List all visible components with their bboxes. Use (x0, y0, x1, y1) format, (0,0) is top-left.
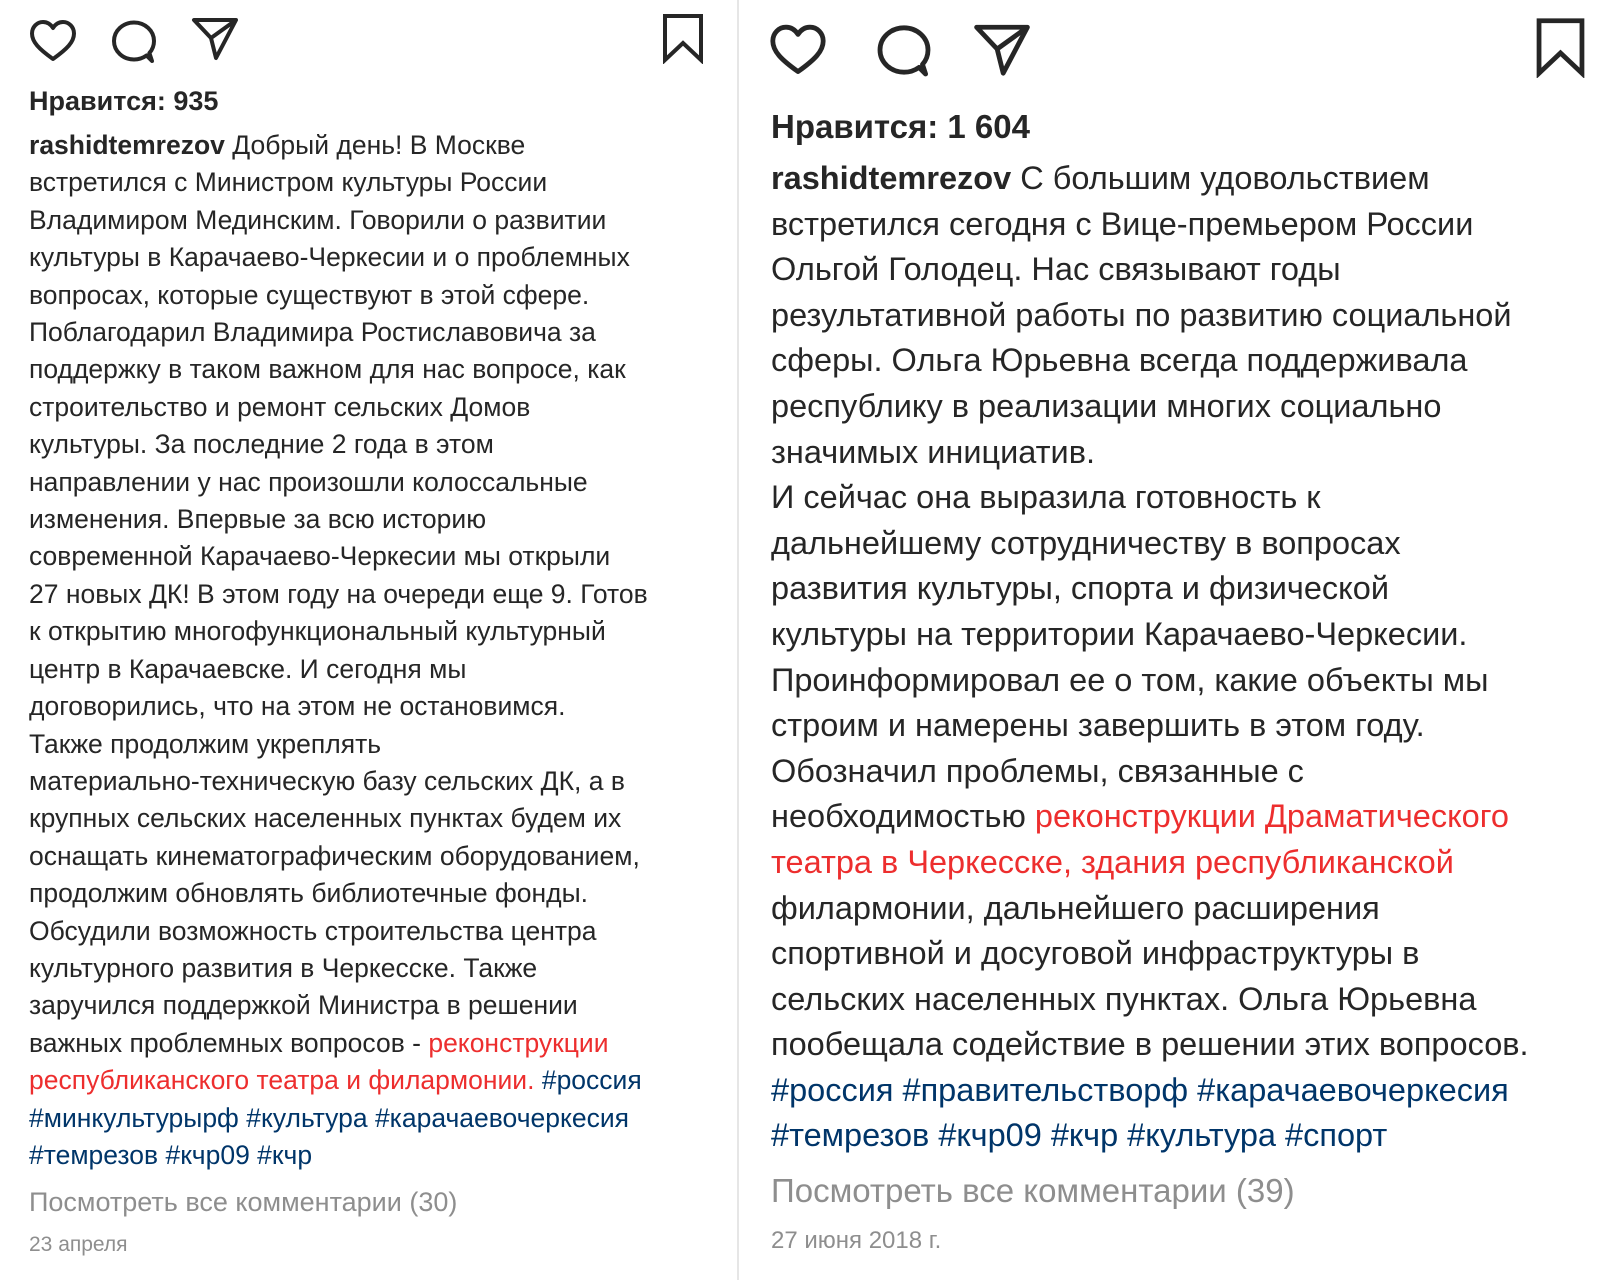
like-heart-icon[interactable] (28, 16, 78, 66)
username-link[interactable]: rashidtemrezov (29, 130, 225, 160)
caption-text: Добрый день! В Москве встретился с Министром культуры России Владимиром Мединским. Говорили о развитии культуры в Карачаево-Черкесии и о проблемных вопросах, которые существуют в этой сфере. Поблагодарил Владимира Ростиславовича за поддержку в таком важном для нас вопросе, как строительство и ремонт сельских Домов культуры. За последние 2 года в этом направлении у нас произошли колоссальные изменения. Впервые за всю историю современной Карачаево-Черкесии мы открыли 27 новых ДК! В этом году на очереди еще 9. Готов к открытию многофункциональный культурный центр в Карачаевске. И сегодня мы договорились, что на этом не остановимся. Также продолжим укреплять материально-техническую базу сельских ДК, а в крупных сельских населенных пунктах будем их оснащать кинематографическим оборудованием, продолжим обновлять библиотечные фонды. Обсудили возможность строительства центра культурного развития в Черкесске. Также заручился поддержкой Министра в решении важных проблемных вопросов - (29, 130, 648, 1058)
likes-count[interactable]: Нравится: 1 604 (771, 108, 1030, 145)
bookmark-icon[interactable] (1533, 16, 1588, 78)
comment-bubble-icon[interactable] (873, 20, 935, 80)
username-link[interactable]: rashidtemrezov (771, 160, 1012, 196)
post-date: 27 июня 2018 г. (771, 1227, 942, 1254)
post-caption (29, 127, 719, 1174)
share-plane-icon[interactable] (190, 14, 240, 62)
view-all-comments-link[interactable]: Посмотреть все комментарии (30) (29, 1187, 458, 1217)
caption-highlight: реконструкции республиканского театра и филармонии. (29, 1027, 609, 1096)
post-left (0, 0, 737, 1280)
caption-highlight: реконструкции Драматического театра в Черкесске, здания республиканской (771, 798, 1509, 880)
post-caption (771, 156, 1594, 1159)
post-date: 23 апреля (29, 1233, 128, 1256)
post-right (739, 0, 1604, 1280)
view-all-comments-link[interactable]: Посмотреть все комментарии (39) (771, 1172, 1295, 1209)
share-plane-icon[interactable] (971, 20, 1033, 78)
caption-text: С большим удовольствием встретился сегодня с Вице-премьером России Ольгой Голодец. Нас связывают годы результативной работы по развитию социальной сферы. Ольга Юрьевна всегда поддерживала республику в реализации многих социально значимых инициатив. И сейчас она выразила готовность к дальнейшему сотрудничеству в вопросах развития культуры, спорта и физической культуры на территории Карачаево-Черкесии. Проинформировал ее о том, какие объекты мы строим и намерены завершить в этом году. Обозначил проблемы, связанные с необходимостью (771, 160, 1512, 835)
hashtags[interactable]: #россия #правительстворф #карачаевочеркесия #темрезов #кчр09 #кчр #культура #спорт (771, 1071, 1509, 1154)
bookmark-icon[interactable] (660, 12, 706, 64)
likes-count[interactable]: Нравится: 935 (29, 86, 219, 116)
like-heart-icon[interactable] (767, 20, 829, 80)
comment-bubble-icon[interactable] (109, 16, 159, 66)
hashtags[interactable]: #россия #минкультурырф #культура #карачаевочеркесия #темрезов #кчр09 #кчр (29, 1065, 642, 1170)
caption-text-continued: филармонии, дальнейшего расширения спортивной и досуговой инфраструктуры в сельских населенных пунктах. Ольга Юрьевна пообещала содействие в решении этих вопросов. (771, 889, 1529, 1063)
